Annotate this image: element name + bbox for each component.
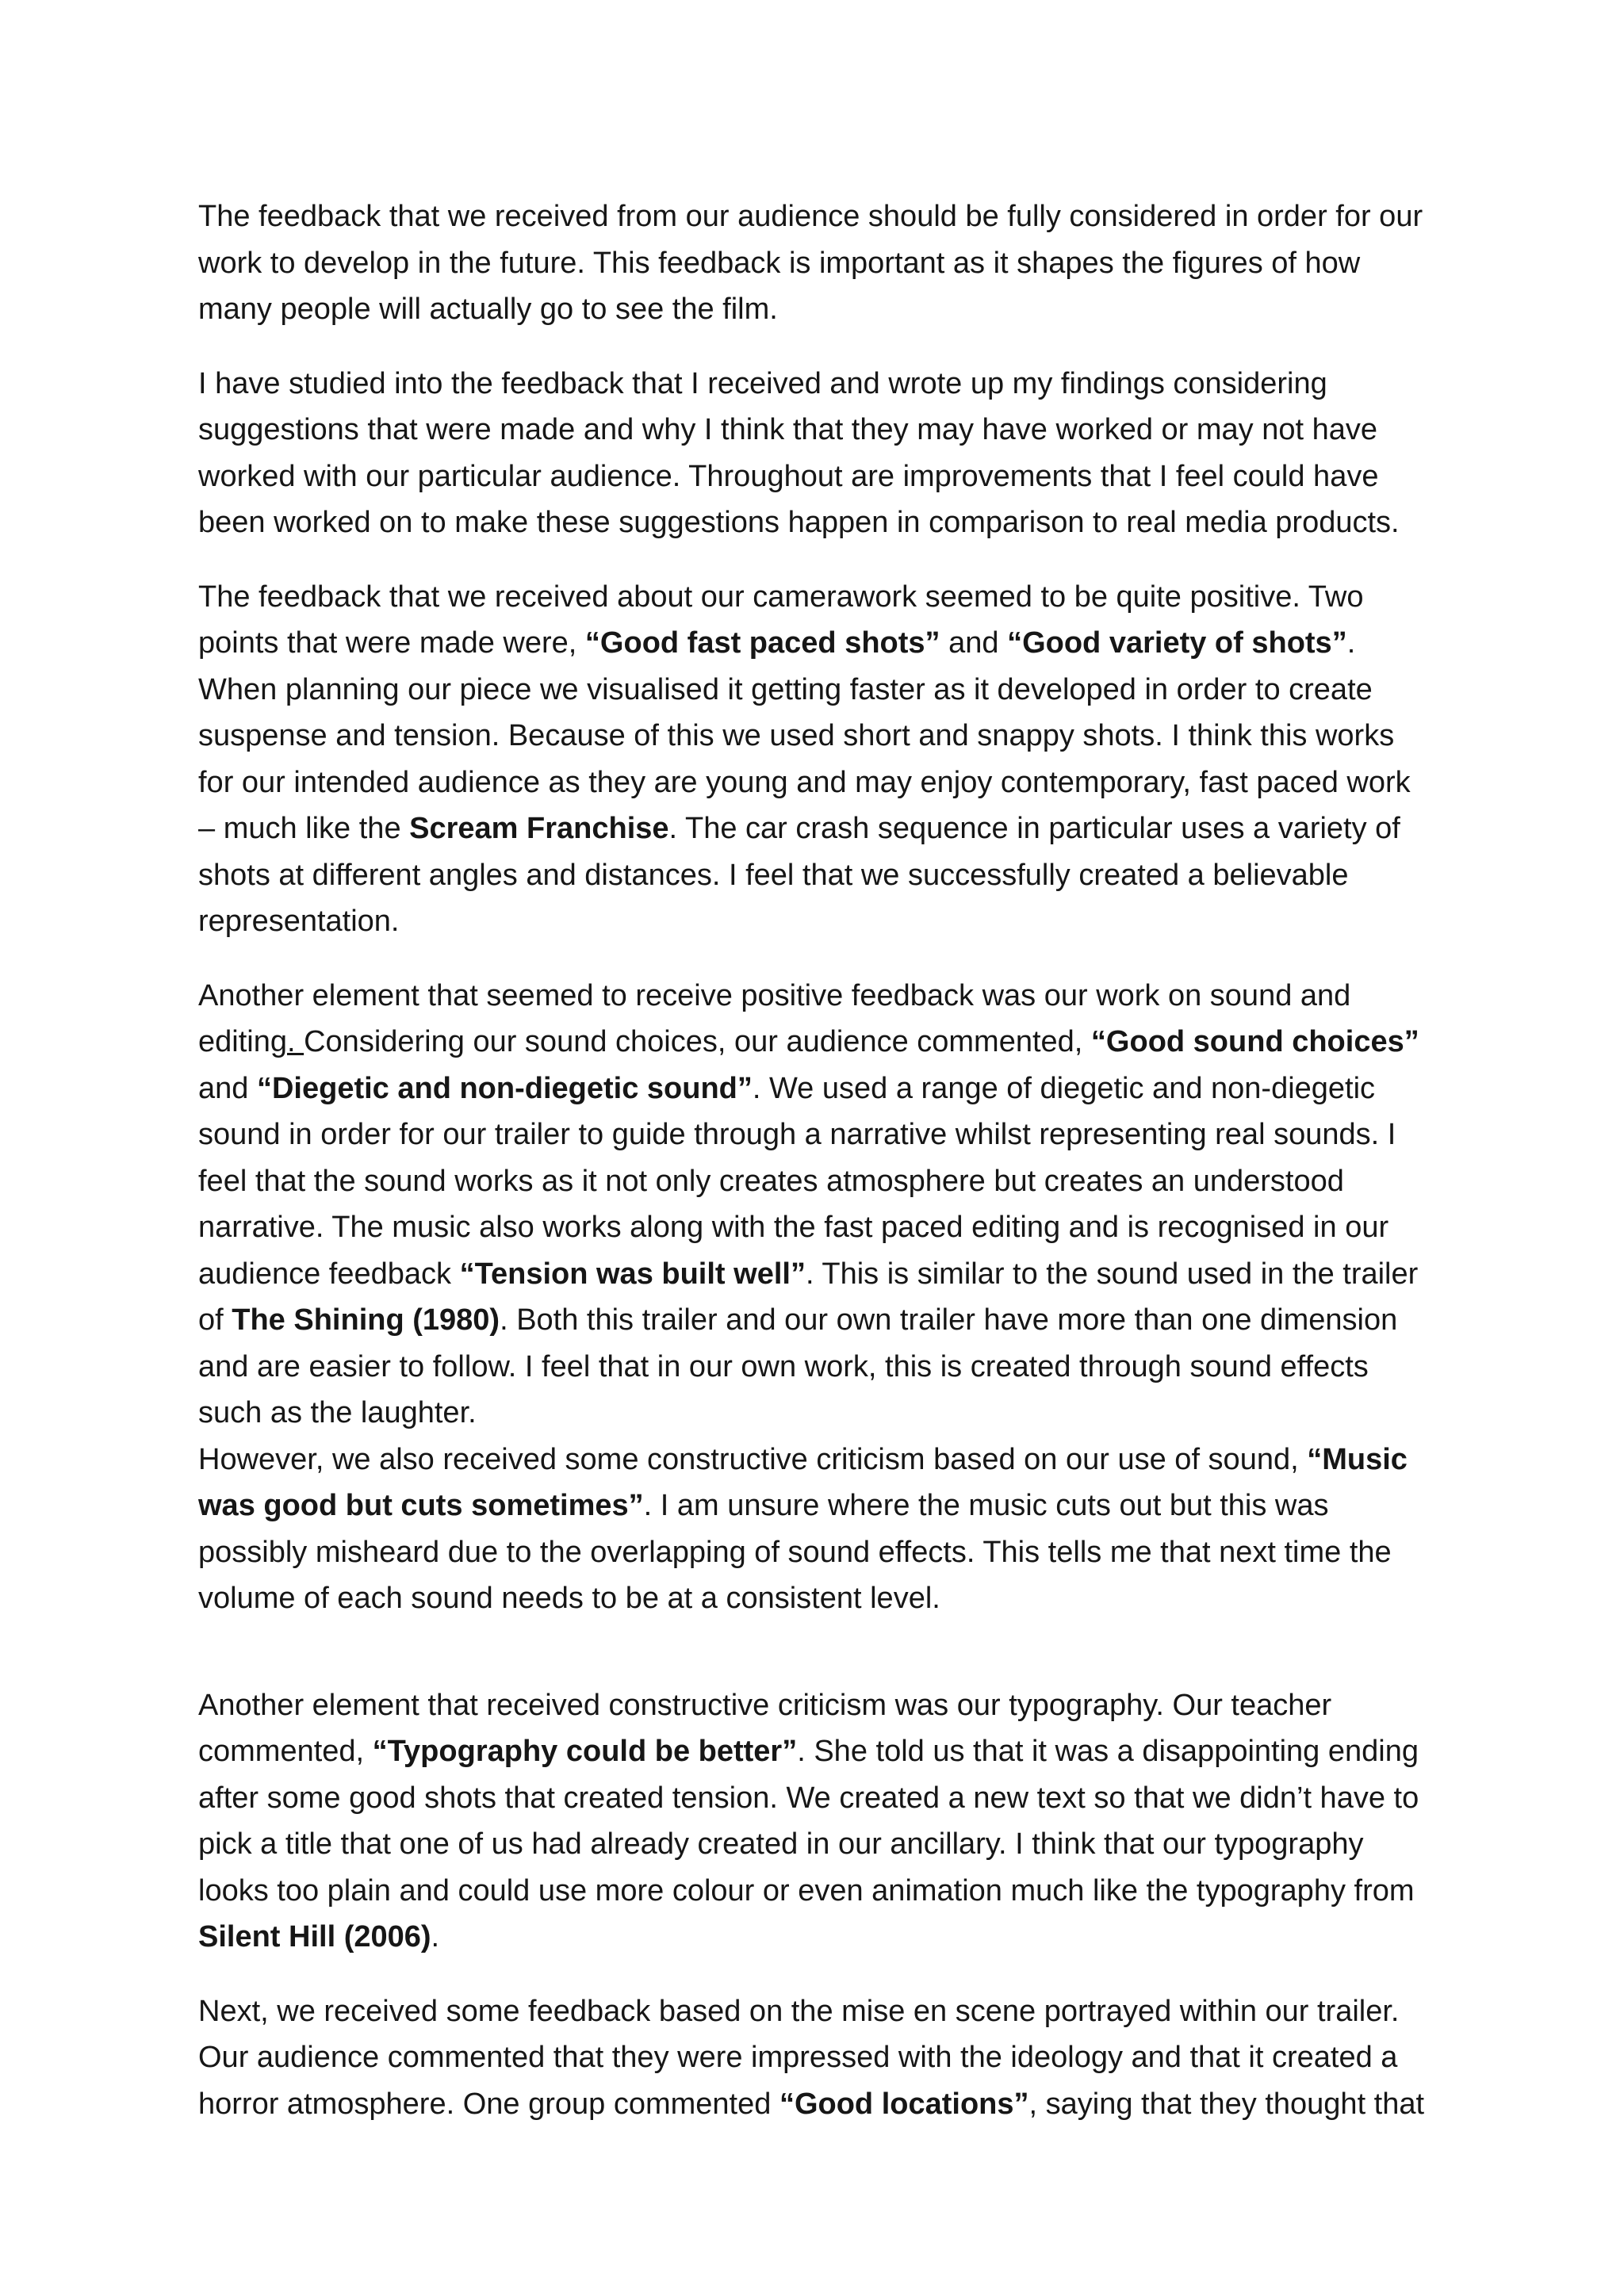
paragraph xyxy=(198,574,1435,945)
text-span: . This is similar to the sound used in the trailer of xyxy=(198,1257,1419,1337)
bold-quote: Scream Franchise xyxy=(409,812,669,845)
bold-quote: “Diegetic and non-diegetic sound” xyxy=(256,1071,753,1105)
paragraph xyxy=(198,193,1435,333)
text-span: . I am unsure where the music cuts out but this was possibly misheard due to the overlapping of sound effects. This tells me that next time the volume of each sound needs to be at a consistent level. xyxy=(198,1489,1392,1615)
document-page xyxy=(198,193,1435,2155)
bold-quote: The Shining (1980) xyxy=(232,1303,500,1337)
text-span: . When planning our piece we visualised it getting faster as it developed in order to create suspense and tension. Because of this we used short and snappy shots. I think this works for our intended audience as they are young and may enjoy contemporary, fast paced work – much like the xyxy=(198,626,1411,845)
text-span: and xyxy=(940,626,1008,660)
paragraph xyxy=(198,1682,1435,1961)
bold-quote: “Typography could be better” xyxy=(372,1735,798,1768)
text-span: . Both this trailer and our own trailer have more than one dimension and are easier to follow. I feel that in our own work, this is created through sound effects such as the laughter. xyxy=(198,1303,1398,1429)
underlined-text: . xyxy=(286,1025,304,1058)
bold-quote: “Good variety of shots” xyxy=(1007,626,1347,660)
text-span: The feedback that we received from our audience should be fully considered in order for our work to develop in the future. This feedback is important as it shapes the figures of how many people will actually go to see the film. xyxy=(198,200,1423,326)
text-span: Considering our sound choices, our audience commented, xyxy=(304,1025,1091,1058)
text-span: The feedback that we received about our camerawork seemed to be quite positive. Two points that were made were, xyxy=(198,580,1364,660)
bold-quote: “Good sound choices” xyxy=(1090,1025,1419,1058)
bold-quote: “Good locations” xyxy=(779,2087,1029,2121)
paragraph xyxy=(198,1437,1435,1622)
text-span: . We used a range of diegetic and non-diegetic sound in order for our trailer to guide through a narrative whilst representing real sounds. I feel that the sound works as it not only creates atmosphere but creates an understood narrative. The music also works along with the fast paced editing and is recognised in our audience feedback xyxy=(198,1071,1396,1291)
paragraph xyxy=(198,1988,1435,2128)
bold-quote: “Good fast paced shots” xyxy=(584,626,940,660)
text-span: Another element that seemed to receive positive feedback was our work on sound and editing xyxy=(198,978,1351,1058)
bold-quote: “Tension was built well” xyxy=(459,1257,806,1291)
paragraph xyxy=(198,973,1435,1437)
text-span: However, we also received some constructive criticism based on our use of sound, xyxy=(198,1442,1308,1476)
bold-quote: Silent Hill (2006) xyxy=(198,1920,431,1954)
text-span: . The car crash sequence in particular uses a variety of shots at different angles and distances. I feel that we successfully created a believable representation. xyxy=(198,812,1400,938)
text-span: I have studied into the feedback that I received and wrote up my findings considering suggestions that were made and why I think that they may have worked or may not have worked with our particular audience. Throughout are improvements that I feel could have been worked on to make these suggestions happen in comparison to real media products. xyxy=(198,366,1400,539)
text-span: Next, we received some feedback based on the mise en scene portrayed within our trailer. Our audience commented that they were impressed with the ideology and that it created a horror atmosphere. One group commented xyxy=(198,1994,1400,2121)
text-span: and xyxy=(198,1071,257,1105)
bold-quote: “Music was good but cuts sometimes” xyxy=(198,1442,1408,1522)
text-span: . She told us that it was a disappointing ending after some good shots that created tension. We created a new text so that we didn’t have to pick a title that one of us had already created in our ancillary. I think that our typography looks too plain and could use more colour or even animation much like the typography from xyxy=(198,1735,1419,1908)
text-span: , saying that they thought that xyxy=(1028,2087,1425,2121)
text-span: Another element that received constructive criticism was our typography. Our teacher commented, xyxy=(198,1688,1332,1768)
paragraph xyxy=(198,361,1435,546)
text-span: . xyxy=(431,1920,440,1954)
